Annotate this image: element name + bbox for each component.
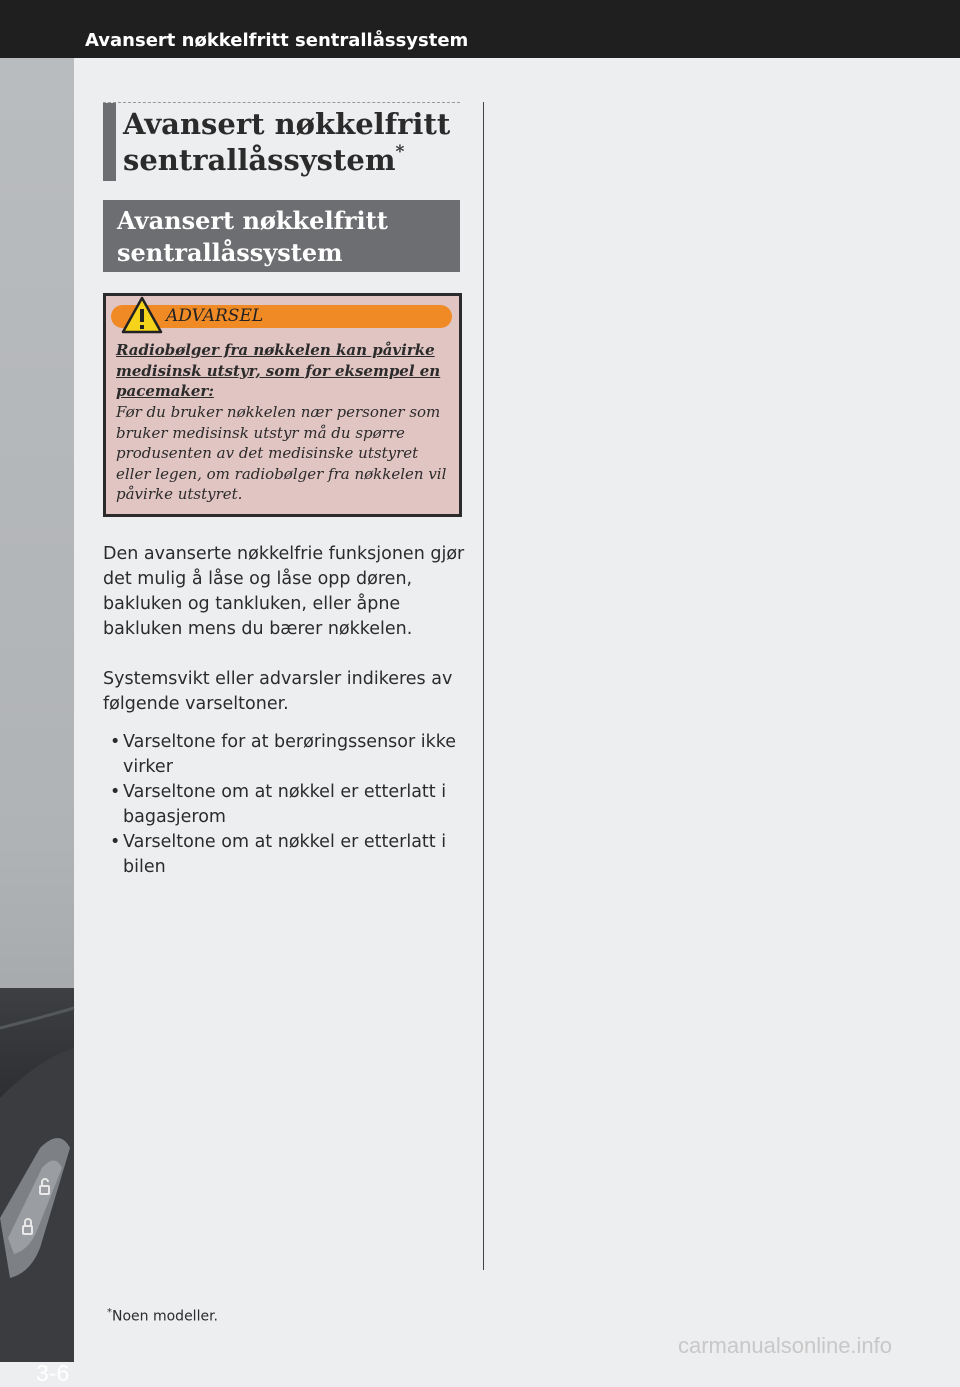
sub-heading-box [103, 200, 460, 272]
list-item-text: Varseltone om at nøkkel er etterlatt i bilen [123, 832, 447, 877]
warning-label: ADVARSEL [166, 306, 264, 326]
footnote-text: Noen modeller. [112, 1308, 218, 1325]
body-paragraph-1: Den avanserte nøkkelfrie funksjonen gjør det mulig å låse og låse opp døren, bakluken og tankluken, eller åpne bakluken mens du bærer nøkkelen. [103, 544, 465, 639]
door-lock-photo [0, 988, 74, 1362]
list-item-text: Varseltone for at berøringssensor ikke virker [123, 732, 457, 777]
page-number: 3-6 [36, 1360, 70, 1386]
list-item-text: Varseltone om at nøkkel er etterlatt i bagasjerom [123, 782, 447, 827]
list-item [110, 830, 470, 880]
warning-text: Før du bruker nøkkelen nær personer som bruker medisinsk utstyr må du spørre produsenten av det medisinske utstyret eller legen, om radiobølger fra nøkkelen vil påvirke utstyret. [116, 403, 447, 503]
bullet-icon: • [110, 782, 121, 802]
body-paragraph-2: Systemsvikt eller advarsler indikeres av følgende varseltoner. [103, 669, 453, 714]
header-bar [0, 0, 960, 58]
warning-headline: Radiobølger fra nøkkelen kan påvirke medisinsk utstyr, som for eksempel en pacemaker: [116, 341, 441, 400]
main-heading-block [103, 102, 460, 181]
warning-label-bar [111, 305, 452, 328]
warning-box [103, 293, 462, 517]
main-heading-text: Avansert nøkkelfritt sentrallåssystem [123, 107, 451, 177]
footnote-marker: * [107, 1307, 112, 1318]
warning-tone-list [110, 730, 470, 880]
footnote [107, 1307, 218, 1325]
warning-triangle-icon [121, 296, 163, 334]
column-divider [483, 102, 484, 1270]
main-heading-marker: * [395, 142, 405, 162]
list-item [110, 780, 470, 830]
heading-accent-bar [103, 103, 116, 181]
bullet-icon: • [110, 832, 121, 852]
sub-heading: Avansert nøkkelfritt sentrallåssystem [117, 206, 388, 267]
header-title: Avansert nøkkelfritt sentrallåssystem [85, 30, 469, 51]
main-heading [123, 106, 458, 178]
sidebar [0, 58, 74, 1386]
bullet-icon: • [110, 732, 121, 752]
list-item [110, 730, 470, 780]
watermark: carmanualsonline.info [678, 1333, 893, 1358]
